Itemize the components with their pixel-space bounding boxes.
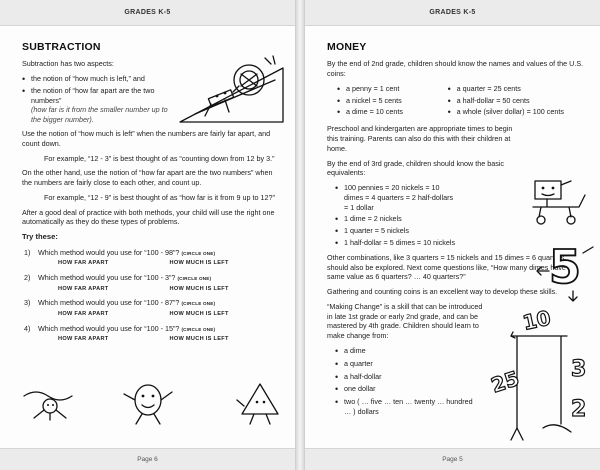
question-text [38, 248, 215, 258]
change-item: • two ( … five … ten … twenty … hundred … ) dollars [335, 397, 477, 417]
circle-one-hint: (CIRCLE ONE) [181, 250, 216, 256]
number-tower-illustration [483, 305, 598, 448]
paragraph-how-far-apart: On the other hand, use the notion of “how far apart are the two numbers” when the numbers are fairly close to each other, and count up. [22, 168, 273, 188]
question-text [38, 324, 215, 334]
book-gutter [296, 0, 304, 470]
try-these-title: Try these: [22, 232, 58, 242]
question-number: 2) [24, 272, 31, 282]
coin-list-right [448, 84, 586, 119]
paragraph-combinations: Other combinations, like 3 quarters = 15 nickels and 15 dimes = 6 quarters, should also be explored. Next come questions like, “How many dimes have the same value as 6 quarters? … 40 quarters?” [327, 252, 578, 282]
illustration-number: 5 [549, 240, 582, 294]
option-how-much-left[interactable]: HOW MUCH IS LEFT [169, 285, 229, 292]
aspect-text: the notion of “how much is left,” and [31, 74, 145, 84]
aspect-note: (how far is it from the smaller number up to the bigger number). [31, 105, 168, 125]
change-item: • a quarter [335, 359, 477, 369]
wagon-cartoon-illustration [527, 175, 597, 230]
subtraction-title: SUBTRACTION [22, 41, 101, 53]
coin-item: • a dime = 10 cents [337, 107, 448, 117]
question-1 [22, 248, 281, 268]
coin-values [327, 84, 586, 119]
coin-item: • a quarter = 25 cents [448, 84, 586, 94]
paragraph-practice: After a good deal of practice with both methods, your child will use the right one automatically as they do these types of problems. [22, 207, 275, 227]
ramp-cartoon-illustration [175, 50, 290, 130]
question-text [38, 298, 215, 308]
question-2 [22, 273, 281, 293]
coin-list-left [337, 84, 448, 119]
paragraph-making-change: “Making Change” is a skill that can be introduced in late 1st grade or early 2nd grade, and can be mastered by 4th grade. Children should learn to make change from: [327, 301, 483, 341]
example-1: For example, “12 - 3” is best thought of as “counting down from 12 by 3.” [44, 153, 275, 163]
illustration-number: 3 [571, 357, 587, 382]
option-how-far-apart[interactable]: HOW FAR APART [58, 311, 109, 318]
aspect-item [22, 74, 172, 84]
circle-one-hint: (CIRCLE ONE) [181, 301, 216, 307]
coin-item: • a penny = 1 cent [337, 84, 448, 94]
equivalent-item: • 1 quarter = 5 nickels [335, 226, 457, 236]
number-five-illustration [537, 235, 597, 305]
left-page [0, 0, 296, 470]
question-number: 1) [24, 247, 31, 257]
triangle-figure-illustration [236, 380, 286, 426]
option-how-much-left[interactable]: HOW MUCH IS LEFT [169, 260, 229, 267]
aspect-item [22, 86, 172, 125]
question-prompt: Which method would you use for “100 - 98”? [38, 247, 180, 257]
coin-item: • a nickel = 5 cents [337, 96, 448, 106]
paragraph-third-grade: By the end of 3rd grade, children should know the basic equivalents: [327, 158, 505, 178]
left-header: GRADES K-5 [0, 0, 295, 26]
swimming-figure-illustration [20, 384, 80, 424]
paragraph-gathering: Gathering and counting coins is an excellent way to develop these skills. [327, 287, 558, 297]
paragraph-how-much-left: Use the notion of “how much is left” when the numbers are fairly far apart, and count down. [22, 128, 271, 148]
right-header: GRADES K-5 [305, 0, 600, 26]
change-list [327, 346, 477, 417]
illustration-number: 25 [488, 366, 522, 398]
change-item: • a half-dollar [335, 372, 477, 382]
example-2: For example, “12 - 9” is best thought of as “how far is it from 9 up to 12?” [44, 192, 275, 202]
illustration-number: 10 [520, 305, 553, 335]
change-item: • one dollar [335, 384, 477, 394]
left-footer: Page 6 [0, 448, 295, 470]
question-prompt: Which method would you use for “100 - 3”? [38, 272, 176, 282]
question-prompt: Which method would you use for “100 - 87”? [38, 298, 180, 308]
question-number: 4) [24, 323, 31, 333]
option-how-much-left[interactable]: HOW MUCH IS LEFT [169, 311, 229, 318]
circle-one-hint: (CIRCLE ONE) [177, 275, 212, 281]
right-footer: Page 5 [305, 448, 600, 470]
paragraph-preschool: Preschool and kindergarten are appropriate times to begin this training. Parents can also do this with their children at home. [327, 124, 513, 153]
circle-one-hint: (CIRCLE ONE) [181, 326, 216, 332]
question-prompt: Which method would you use for “100 - 15”? [38, 323, 180, 333]
coin-item: • a whole (silver dollar) = 100 cents [448, 107, 586, 117]
question-3 [22, 298, 281, 318]
option-how-much-left[interactable]: HOW MUCH IS LEFT [169, 336, 229, 343]
equivalent-item: • 100 pennies = 20 nickels = 10 dimes = 4 quarters = 2 half-dollars = 1 dollar [335, 183, 457, 212]
option-how-far-apart[interactable]: HOW FAR APART [58, 260, 109, 267]
equivalent-item: • 1 dime = 2 nickels [335, 214, 457, 224]
option-how-far-apart[interactable]: HOW FAR APART [58, 285, 109, 292]
coin-item: • a half-dollar = 50 cents [448, 96, 586, 106]
equivalent-item: • 1 half-dollar = 5 dimes = 10 nickels [335, 238, 457, 248]
change-item: • a dime [335, 346, 477, 356]
question-text [38, 273, 211, 283]
equivalents-list [327, 183, 457, 248]
money-intro: By the end of 2nd grade, children should know the names and values of the U.S. coins: [327, 59, 584, 79]
aspect-text: the notion of “how far apart are the two numbers” [31, 85, 155, 105]
right-page [304, 0, 600, 470]
illustration-number: 2 [571, 397, 587, 422]
question-4 [22, 324, 281, 344]
smiling-egg-illustration [118, 378, 178, 428]
option-how-far-apart[interactable]: HOW FAR APART [58, 336, 109, 343]
question-number: 3) [24, 298, 31, 308]
subtraction-intro: Subtraction has two aspects: [22, 59, 114, 69]
money-title: MONEY [327, 41, 367, 53]
